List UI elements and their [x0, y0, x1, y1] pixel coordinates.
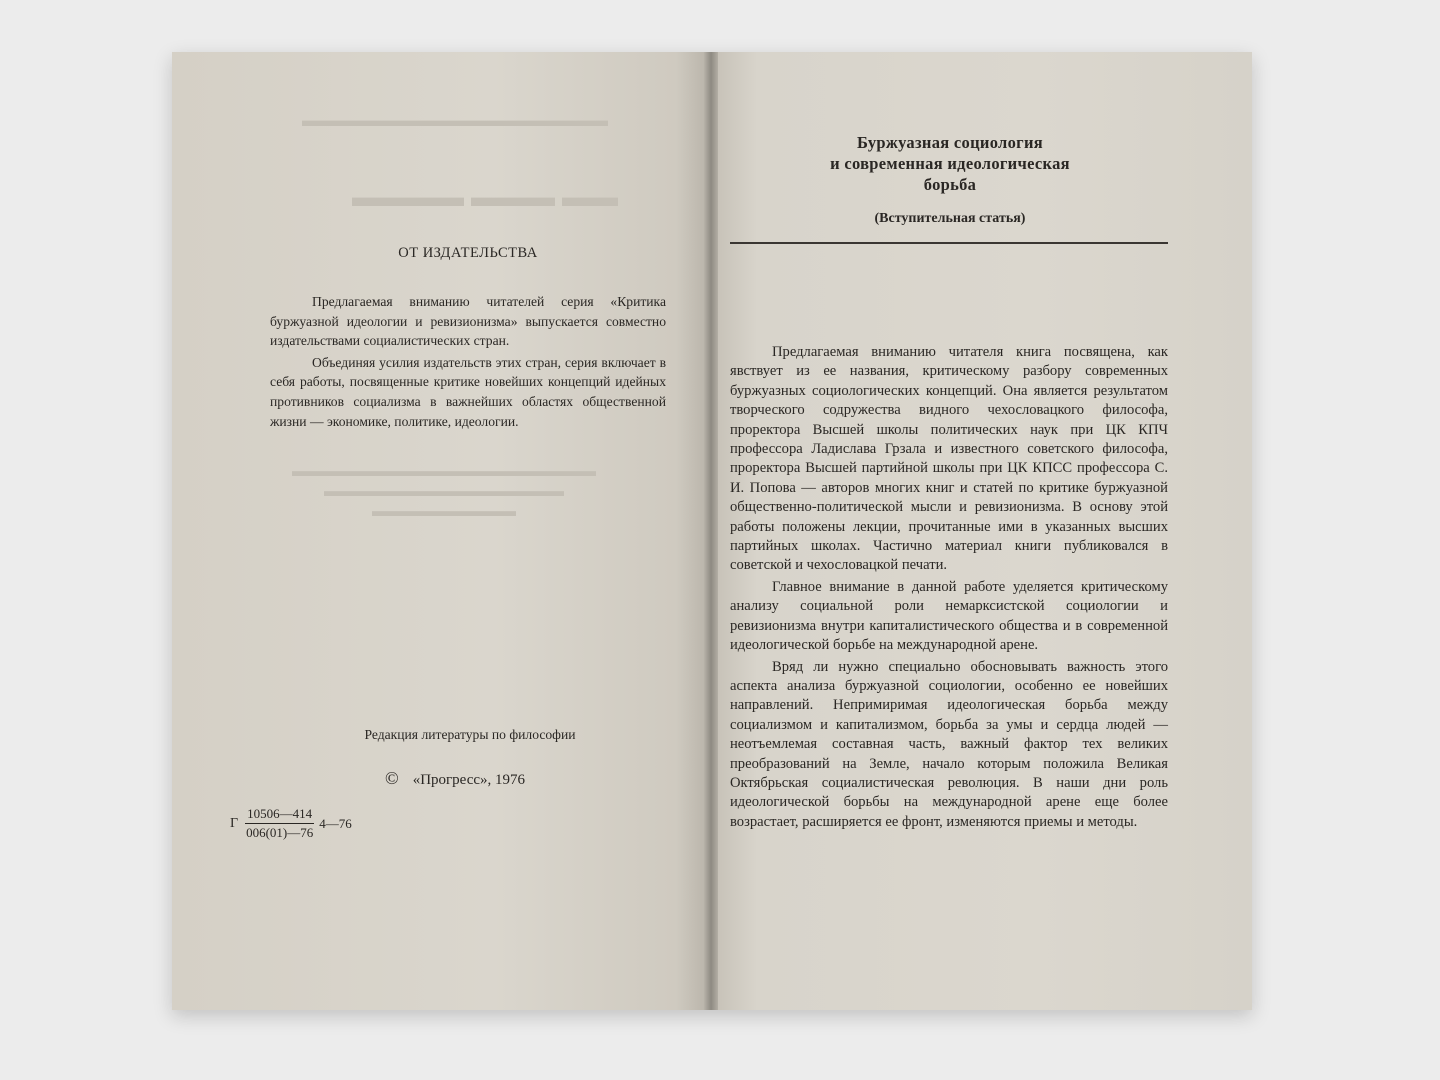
code-fraction — [244, 806, 315, 841]
article-title — [740, 132, 1160, 195]
article-paragraph: Предлагаемая вниманию читателя книга посвящена, как явствует из ее названия, критическому разбору современных буржуазных социологических концепций. Она является результатом творческого содружества видного чехословацкого философа, проректора Высшей школы политических наук при ЦК КПЧ профессора Ладислава Грзала и известного советского философа, проректора Высшей партийной школы при ЦК КПСС профессора С. И. Попова — авторов многих книг и статей по критике буржуазной общественно-политической мысли и ревизионизма. В основу этой работы положены лекции, прочитанные ими в указанных высших партийных школах. Частично материал книги публиковался в советской и чехословацкой печати. — [730, 344, 1168, 574]
publisher-note — [270, 245, 666, 433]
article-paragraph: Вряд ли нужно специально обосновывать важность этого аспекта анализа буржуазной социологии, особенно ее новейших направлений. Непримиримая идеологическая борьба между социализмом и капитализмом, борьба за умы и сердца людей — неотъемлемая составная часть, важный фактор тех великих преобразований на Земле, начало которым положила Великая Октябрьская социалистическая революция. В наши дни роль идеологической борьбы на международной арене еще более возрастает, расширяется ее фронт, изменяются приемы и методы. — [730, 658, 1168, 830]
publisher-note-heading: ОТ ИЗДАТЕЛЬСТВА — [398, 245, 538, 261]
code-tail: 4—76 — [319, 815, 352, 831]
bleed-through-text: ▬▬▬▬▬▬▬▬▬▬▬▬▬▬▬▬▬ — [302, 110, 608, 130]
article-body — [730, 343, 1168, 834]
bleed-through-text: ▬▬ ▬▬▬ ▬▬▬▬ — [352, 182, 618, 213]
editorial-office: Редакция литературы по философии — [364, 727, 576, 742]
article-subtitle: (Вступительная статья) — [874, 211, 1026, 226]
article-title-line: борьба — [923, 175, 977, 194]
bleed-through-text: ▬▬▬▬▬▬▬▬▬▬▬▬▬▬▬▬▬▬▬ ▬▬▬▬▬▬▬▬▬▬▬▬▬▬▬ ▬▬▬▬▬▬▬▬▬ — [292, 463, 596, 520]
publisher-note-paragraph: Объединяя усилия издательств этих стран, серия включает в себя работы, посвященные критике новейших концепций идейных противников социализма в важнейших областях общественной жизни — экономике, политике, идеологии. — [270, 354, 666, 429]
publisher-note-paragraph: Предлагаемая вниманию читателей серия «Критика буржуазной идеологии и ревизионизма» выпускается совместно издательствами социалистических стран. — [270, 294, 666, 349]
code-numerator: 10506—414 — [245, 806, 314, 824]
article-paragraph: Главное внимание в данной работе уделяется критическому анализу социальной роли немарксистской социологии и ревизионизма внутри капиталистического общества и в современной идеологической борьбе на международной арене. — [730, 578, 1168, 654]
title-divider — [730, 242, 1168, 244]
article-title-line: и современная идеологическая — [830, 154, 1070, 173]
article-title-line: Буржуазная социология — [857, 133, 1043, 152]
copyright-line — [385, 768, 625, 789]
copyright-symbol: © — [385, 768, 399, 788]
left-page — [172, 52, 708, 1010]
code-denominator: 006(01)—76 — [246, 825, 314, 840]
book-spine — [704, 52, 718, 1010]
article-header — [740, 132, 1160, 241]
publication-code — [230, 806, 352, 841]
copyright-text: «Прогресс», 1976 — [412, 772, 526, 788]
code-letter: Г — [230, 815, 239, 831]
